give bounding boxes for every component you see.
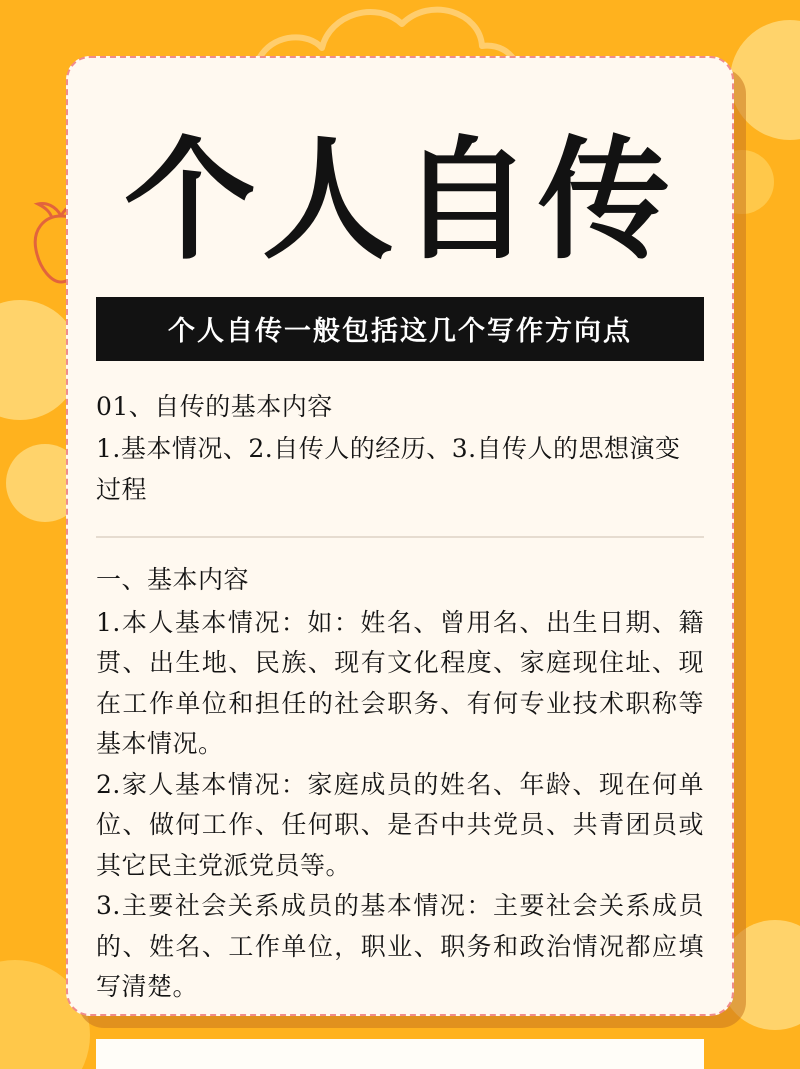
section-two (96, 560, 704, 1008)
section-divider (96, 536, 704, 538)
content-card (66, 56, 734, 1016)
subtitle-banner: 个人自传一般包括这几个写作方向点 (96, 297, 704, 361)
section-one (96, 387, 704, 511)
section-one-body: 1.基本情况、2.自传人的经历、3.自传人的思想演变过程 (96, 434, 681, 504)
page-title: 个人自传 (124, 124, 676, 278)
section-two-paragraph: 2.家人基本情况：家庭成员的姓名、年龄、现在何单位、做何工作、任何职、是否中共党员、共青团员或其它民主党派党员等。 (96, 769, 704, 880)
section-two-paragraph: 3.主要社会关系成员的基本情况：主要社会关系成员的、姓名、工作单位，职业、职务和政治情况都应填写清楚。 (96, 891, 704, 1002)
section-two-heading: 一、基本内容 (96, 565, 250, 595)
section-one-heading: 01、自传的基本内容 (96, 391, 333, 421)
bottom-strip (96, 1039, 704, 1069)
section-two-paragraph: 1.本人基本情况：如：姓名、曾用名、出生日期、籍贯、出生地、民族、现有文化程度、家庭现住址、现在工作单位和担任的社会职务、有何专业技术职称等基本情况。 (96, 607, 704, 759)
